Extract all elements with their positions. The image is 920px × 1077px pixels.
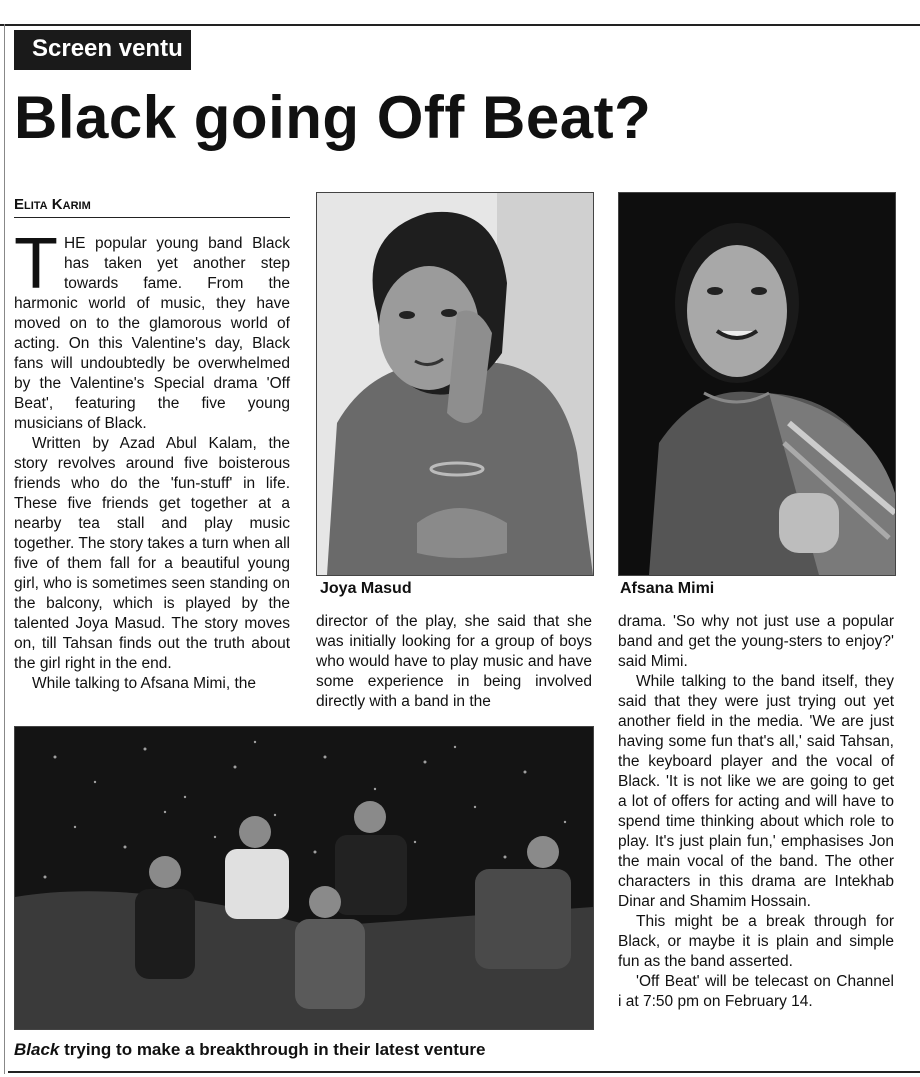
paragraph: While talking to Afsana Mimi, the — [32, 675, 256, 692]
drop-cap: T — [14, 224, 58, 304]
joya-masud-caption: Joya Masud — [320, 580, 412, 597]
joya-masud-photo — [316, 192, 594, 576]
left-rule — [4, 24, 5, 1074]
paragraph: director of the play, she said that she was initially looking for a group of boys who would have to play music and have some experience in being involved directly with a band in the — [316, 613, 592, 710]
paragraph: 'Off Beat' will be telecast on Channel i at 7:50 pm on February 14. — [618, 973, 894, 1010]
paragraph: This might be a break through for Black, or maybe it is plain and simple fun as the band asserted. — [618, 913, 894, 970]
top-rule — [0, 24, 920, 26]
band-photo-caption: Black trying to make a breakthrough in their latest venture — [14, 1040, 486, 1059]
band-photo — [14, 726, 594, 1030]
afsana-mimi-caption: Afsana Mimi — [620, 580, 715, 597]
article-column-1 — [14, 224, 290, 694]
section-label: Screen ventu — [14, 30, 191, 70]
article-column-3 — [618, 612, 894, 1012]
paragraph: Written by Azad Abul Kalam, the story revolves around five boisterous friends who do the 'fun-stuff' in life. These five friends get together at a nearby tea stall and play music together. The story takes a turn when all five of them fall for a beautiful young girl, who is sometimes seen standing on the balcony, which is played by the talented Joya Masud. The story moves on, till Tahsan finds out the truth about the girl right in the end. — [14, 435, 290, 672]
paragraph: THE popular young band Black has taken yet another step towards fame. From the harmonic world of music, they have moved on to the glamorous world of acting. On this Valentine's day, Black fans will undoubtedly be overwhelmed by the Valentine's Special drama 'Off Beat', featuring the five young musicians of Black. — [14, 224, 290, 432]
paragraph: While talking to the band itself, they said that they were just trying out yet another field in the media. 'We are just having some fun that's all,' said Tahsan, the keyboard player and the vocal of Black. 'It is not like we are going to get a lot of offers for acting and will have to spend time thinking about which role to play. It's just plain fun,' emphasises Jon the main vocal of the band. The other characters in this drama are Intekhab Dinar and Shamim Hossain. — [618, 673, 894, 910]
paragraph: drama. 'So why not just use a popular band and get the young-sters to enjoy?' said Mimi. — [618, 613, 894, 670]
afsana-mimi-photo — [618, 192, 896, 576]
article-column-2 — [316, 612, 592, 712]
byline: Elita Karim — [14, 196, 290, 218]
bottom-rule — [8, 1071, 920, 1073]
headline: Black going Off Beat? — [14, 84, 652, 151]
